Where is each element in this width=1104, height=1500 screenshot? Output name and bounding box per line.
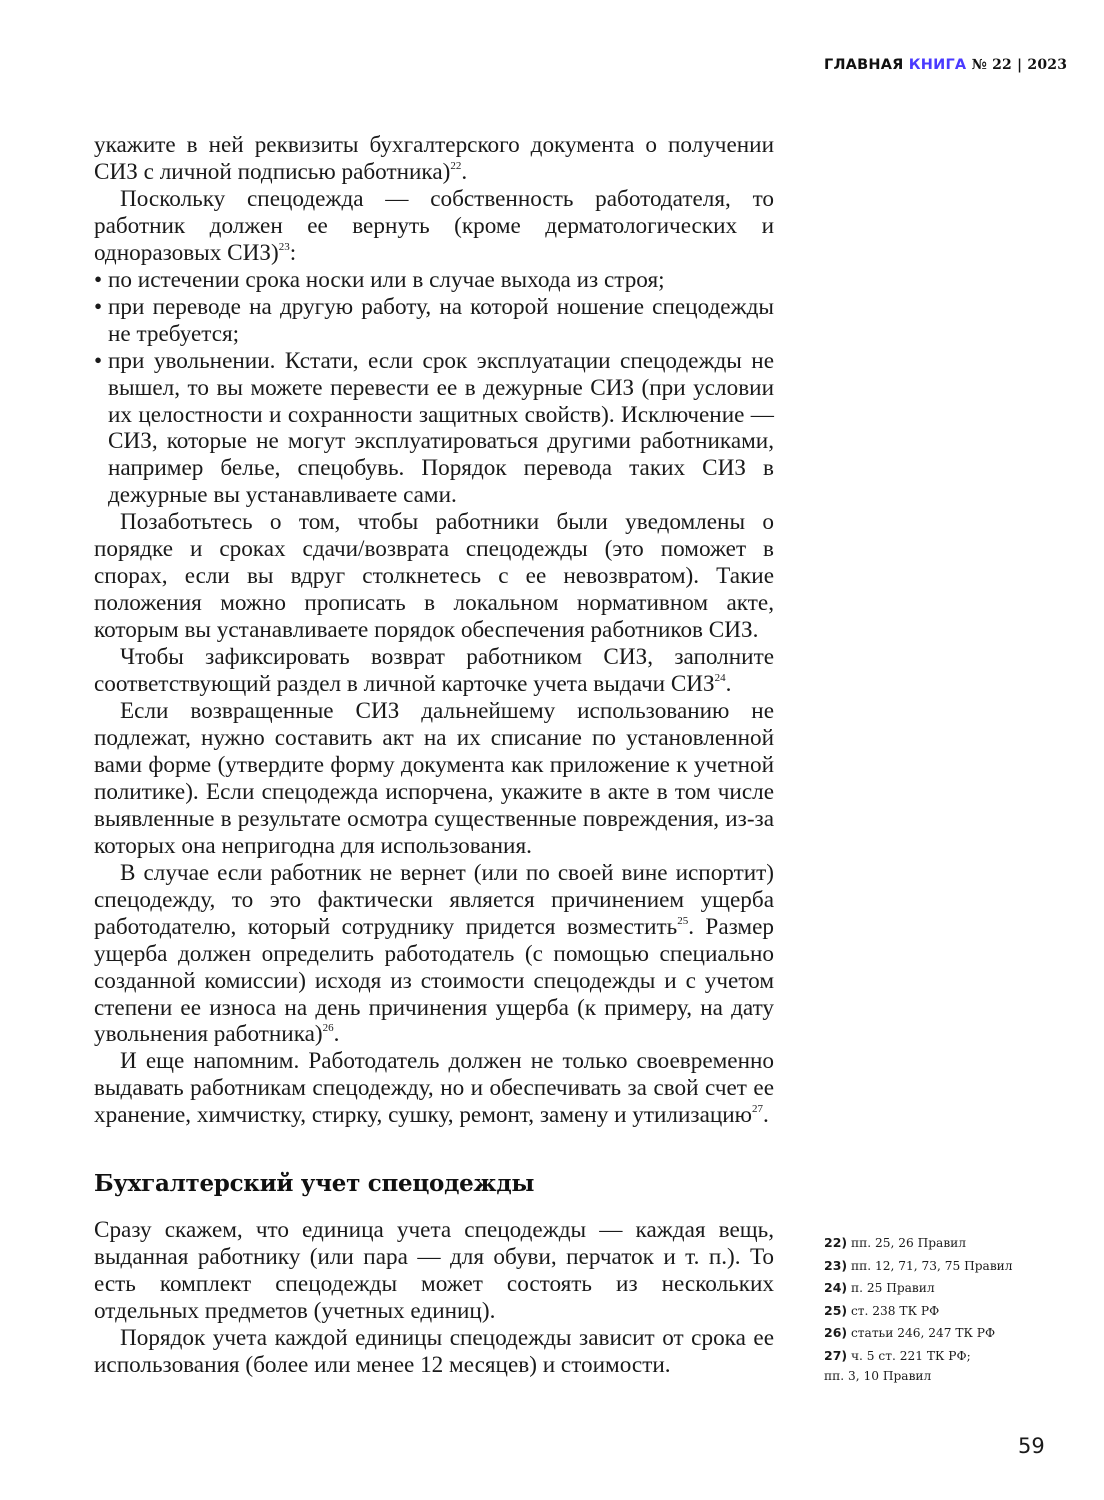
paragraph: Сразу скажем, что единица учета спецодежды — каждая вещь, выданная работнику (или пара — для обуви, перчаток и т. п.). То есть комплект спецодежды может состоять из нескольких отдельных предметов (учетных единиц). (94, 1217, 774, 1324)
footnote-ref: 25 (677, 914, 689, 927)
footnote: 22) пп. 25, 26 Правил (824, 1235, 967, 1250)
footnote: 23) пп. 12, 71, 73, 75 Правил (824, 1257, 1013, 1273)
page-number: 59 (1018, 1434, 1045, 1458)
section-heading: Бухгалтерский учет спецодежды (94, 1170, 535, 1197)
footnote-ref: 22 (450, 159, 462, 172)
footnote-ref: 27 (752, 1103, 763, 1116)
footnote-ref: 24 (714, 672, 726, 685)
issue-number: № 22 | 2023 (971, 57, 1068, 73)
footnote-continuation: пп. 3, 10 Правил (824, 1368, 932, 1383)
magazine-title-part1: ГЛАВНАЯ (824, 57, 904, 73)
running-header (824, 57, 1067, 73)
footnote: 26) статьи 246, 247 ТК РФ (824, 1325, 996, 1341)
bullet-list (94, 267, 774, 510)
magazine-title-part2: КНИГА (908, 57, 967, 73)
paragraph: Поскольку спецодежда — собственность работодателя, то работник должен ее вернуть (кроме дерматологических и одноразовых СИЗ)$^{23}$: (94, 185, 774, 266)
footnote: 24) п. 25 Правил (824, 1280, 935, 1296)
paragraph: Если возвращенные СИЗ дальнейшему использованию не подлежат, нужно составить акт на их списание по установленной вами форме (утвердите форму документа как приложение к учетной политике). Если спецодежда испорчена, укажите в акте в том числе выявленные в результате осмотра существенные повреждения, из-за которых она непригодна для использования. (94, 698, 774, 859)
footnote-ref: 26 (322, 1022, 334, 1035)
list-item: • при переводе на другую работу, на которой ношение спецодежды не требуется; (94, 294, 774, 348)
footnote: 27) ч. 5 ст. 221 ТК РФ; (824, 1347, 971, 1363)
section-body (94, 1217, 774, 1379)
footnotes (824, 1232, 1044, 1384)
list-item: • при увольнении. Кстати, если срок эксплуатации спецодежды не вышел, то вы можете перевести ее в дежурные СИЗ (при условии их целостности и сохранности защитных свойств). Исключение — СИЗ, которые не могут эксплуатироваться другими работниками, например белье, спецобувь. Порядок перевода таких СИЗ в дежурные вы устанавливаете сами. (94, 348, 774, 510)
paragraph: В случае если работник не вернет (или по своей вине испортит) спецодежду, то это фактически является причинением ущерба работодателю, который сотруднику придется возместить$^{25}$. Размер ущерба должен определить работодатель (с помощью специально созданной комиссии) исходя из стоимости спецодежды и с учетом степени ее износа на день причинения ущерба (к примеру, на дату увольнения работника)$^{26}$. (94, 859, 774, 1048)
paragraph: Порядок учета каждой единицы спецодежды зависит от срока ее использования (более или менее 12 месяцев) и стоимости. (94, 1325, 774, 1378)
paragraph: Чтобы зафиксировать возврат работником СИЗ, заполните соответствующий раздел в личной карточке учета выдачи СИЗ$^{24}$. (94, 644, 774, 698)
list-item: • по истечении срока носки или в случае выхода из строя; (94, 267, 774, 294)
paragraph: укажите в ней реквизиты бухгалтерского документа о получении СИЗ с личной подписью работника)$^{22}$. (94, 132, 774, 185)
paragraph: И еще напомним. Работодатель должен не только своевременно выдавать работникам спецодежду, но и обеспечивать за свой счет ее хранение, химчистку, стирку, сушку, ремонт, замену и утилизацию$^{27}$. (94, 1048, 774, 1129)
footnote-ref: 23 (278, 240, 290, 253)
article-body (94, 132, 774, 1129)
paragraph: Позаботьтесь о том, чтобы работники были уведомлены о порядке и сроках сдачи/возврата спецодежды (это поможет в спорах, если вы вдруг столкнетесь с ее невозвратом). Такие положения можно прописать в локальном нормативном акте, которым вы устанавливаете порядок обеспечения работников СИЗ. (94, 509, 774, 644)
footnote: 25) ст. 238 ТК РФ (824, 1302, 940, 1318)
